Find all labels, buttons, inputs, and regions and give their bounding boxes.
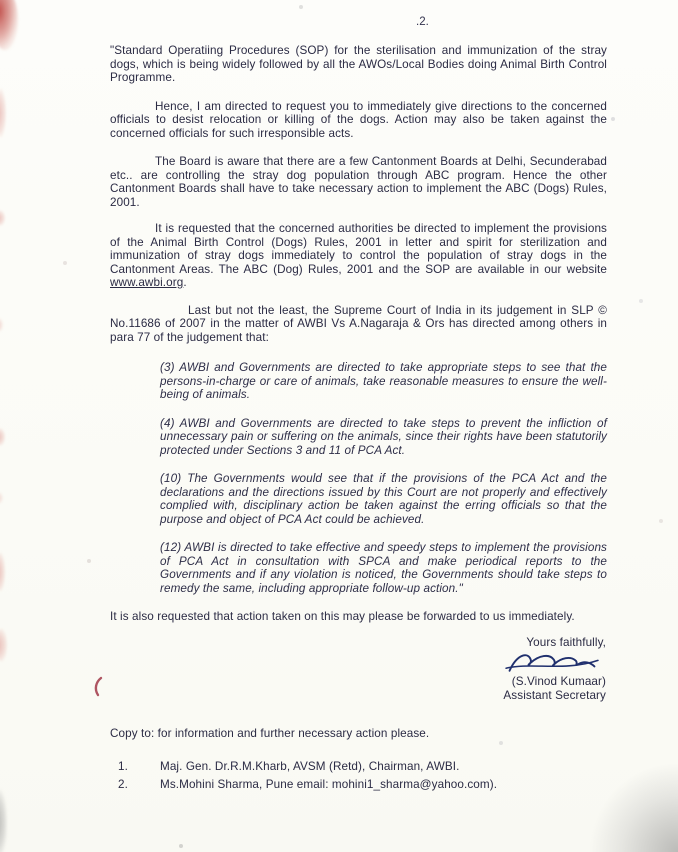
scan-artifact-grey-edge bbox=[0, 788, 7, 852]
paragraph-abc-rules-period: . bbox=[183, 276, 187, 289]
recipient-text: Ms.Mohini Sharma, Pune email: mohini1_sharma@yahoo.com). bbox=[160, 777, 498, 791]
recipient-number: 1. bbox=[118, 759, 128, 773]
copy-to-line: Copy to: for information and further necessary action please. bbox=[110, 727, 430, 740]
judgement-quote-3: (3) AWBI and Governments are directed to take appropriate steps to see that the persons-in-charge or care of animals, take reasonable measures to ensure the well-being of animals. bbox=[160, 361, 607, 401]
recipient-text: Maj. Gen. Dr.R.M.Kharb, AVSM (Retd), Chairman, AWBI. bbox=[160, 759, 460, 773]
judgement-quote-4: (4) AWBI and Governments are directed to take steps to prevent the infliction of unnecessary pain or suffering on the animals, since their rights have been statutorily protected under Sections 3 and 11 of PCA Act. bbox=[160, 416, 607, 457]
page-number: .2. bbox=[416, 16, 429, 28]
signature-scribble bbox=[502, 650, 602, 676]
judgement-quote-10: (10) The Governments would see that if the provisions of the PCA Act and the declarations and the directions issued by this Court are not properly and effectively complied with, disciplinary action be taken against the erring officials so that the purpose and object of PCA Act could be achieved. bbox=[160, 472, 607, 526]
recipient-row bbox=[110, 759, 607, 774]
recipient-number: 2. bbox=[118, 777, 128, 791]
signature-block bbox=[110, 636, 607, 703]
paragraph-abc-rules bbox=[110, 222, 607, 290]
awbi-website-link[interactable]: www.awbi.org bbox=[110, 276, 184, 289]
judgement-quote-12: (12) AWBI is directed to take effective and speedy steps to implement the provisions of PCA Act in consultation with SPCA and make periodical reports to the Governments and if any violation is noticed, the Governments should take steps to remedy the same, including appropriate follow-up action." bbox=[160, 541, 607, 595]
paragraph-abc-rules-text: It is requested that the concerned authorities be directed to implement the provisions of the Animal Birth Control (Dogs) Rules, 2001 in letter and spirit for sterilization and immunization of stray dogs immediately to control the population of stray dogs in the Cantonment Areas. The ABC (Dog) Rules, 2001 and the SOP are available in our website bbox=[110, 222, 607, 276]
recipient-row bbox=[110, 777, 607, 792]
paragraph-sop-intro: "Standard Operatiing Procedures (SOP) for the sterilisation and immunization of the stray dogs, which is being widely followed by all the AWOs/Local Bodies doing Animal Birth Control Programme. bbox=[110, 44, 607, 84]
signatory-name: (S.Vinod Kumaar) bbox=[511, 675, 606, 688]
closing-request: It is also requested that action taken on this may please be forwarded to us immediately. bbox=[110, 610, 575, 623]
paragraph-supreme-court: Last but not the least, the Supreme Court of India in its judgement in SLP © No.11686 of 2007 in the matter of AWBI Vs A.Nagaraja & Ors has directed among others in para 77 of the judgement that: bbox=[110, 303, 607, 344]
paragraph-request-directions: Hence, I am directed to request you to immediately give directions to the concerned officials to desist relocation or killing of the dogs. Action may also be taken against the concerned officials for such irresponsible acts. bbox=[110, 99, 607, 140]
paragraph-cantonment-boards: The Board is aware that there are a few Cantonment Boards at Delhi, Secunderabad etc.. are controlling the stray dog population through ABC program. Hence the other Cantonment Boards shall have to take necessary action to implement the ABC (Dogs) Rules, 2001. bbox=[110, 155, 607, 209]
signatory-title: Assistant Secretary bbox=[503, 688, 606, 702]
valediction: Yours faithfully, bbox=[526, 635, 606, 649]
